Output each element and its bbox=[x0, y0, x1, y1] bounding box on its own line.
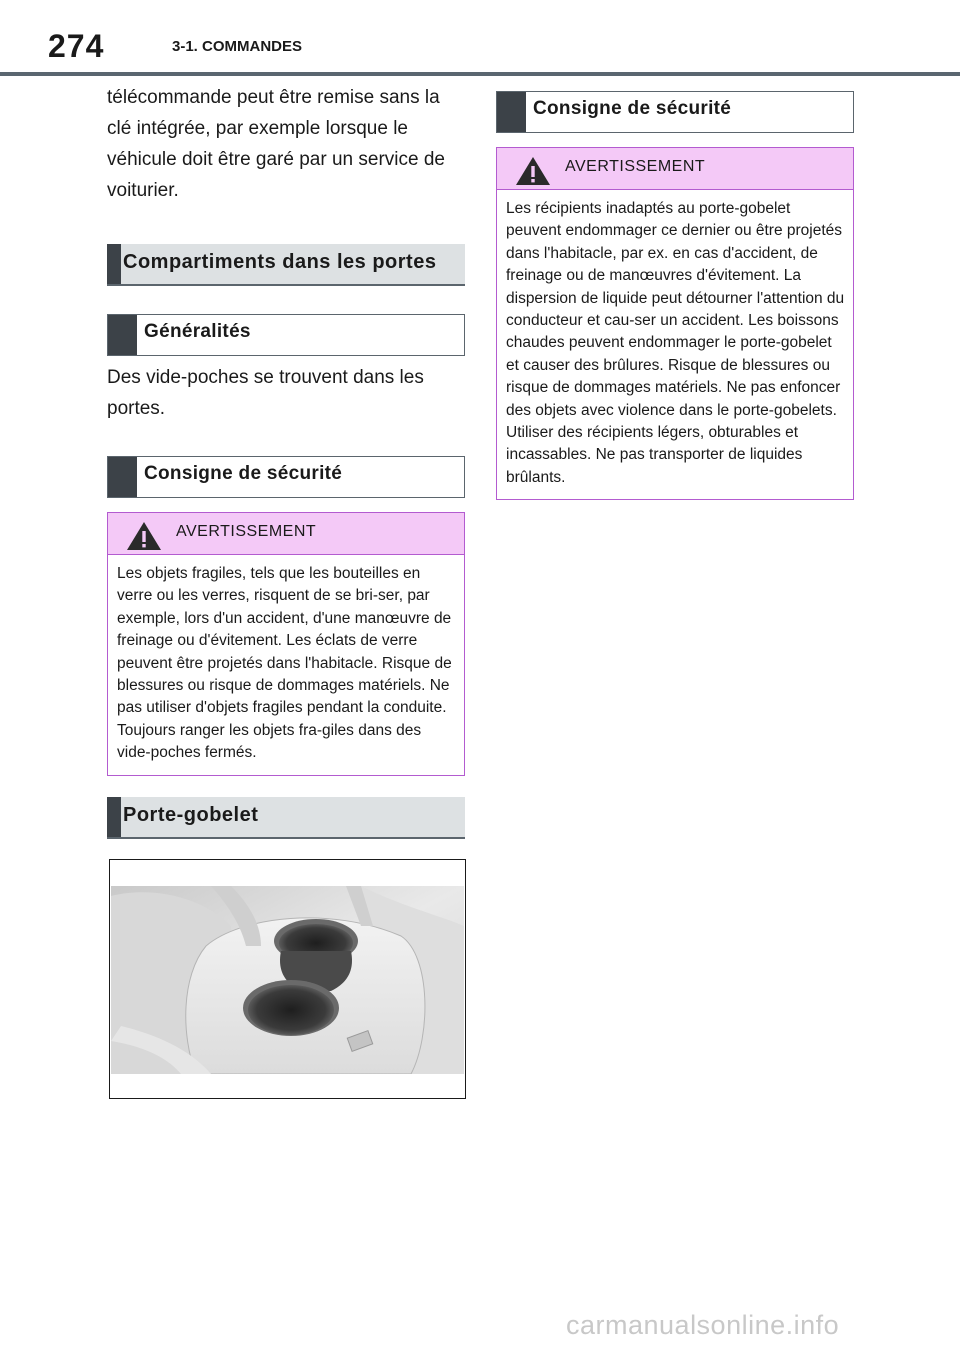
heading-bar bbox=[108, 457, 137, 497]
warning-text: Les objets fragiles, tels que les bouteilles en verre ou les verres, risquent de se bri-ser, par exemple, lors d'un accident, d'une manœuvre de freinage ou d'évitement. Les éclats de verre peuvent être projetés dans l'habitacle. Risque de blessures ou risque de dommages matériels. Ne pas utiliser d'objets fragiles pendant la conduite. Toujours ranger les objets fra-giles dans des vide-poches fermés. bbox=[117, 565, 452, 762]
warning-title: AVERTISSEMENT bbox=[565, 158, 706, 175]
heading-bar bbox=[497, 92, 526, 132]
header-rule bbox=[0, 72, 960, 76]
warning-title: AVERTISSEMENT bbox=[176, 523, 317, 540]
warning-triangle-icon bbox=[126, 521, 162, 551]
heading-bar bbox=[107, 797, 121, 837]
heading-generalites-label: Généralités bbox=[144, 321, 251, 342]
generalites-paragraph: Des vide-poches se trouvent dans les portes. bbox=[107, 367, 424, 419]
heading-consigne-right bbox=[496, 91, 854, 133]
heading-consigne-right-label: Consigne de sécurité bbox=[533, 98, 732, 119]
section-title: 3-1. COMMANDES bbox=[172, 38, 303, 55]
warning-header bbox=[108, 513, 464, 555]
heading-consigne-left bbox=[107, 456, 465, 498]
heading-compartments-label: Compartiments dans les portes bbox=[123, 251, 437, 273]
heading-compartments bbox=[107, 244, 465, 286]
page-header bbox=[0, 0, 960, 76]
left-column bbox=[107, 82, 465, 1099]
watermark: carmanualsonline.info bbox=[566, 1310, 840, 1340]
warning-text: Les récipients inadaptés au porte-gobelet peuvent endommager ce dernier ou être projetés dans l'habitacle, par ex. en cas d'accident, de freinage ou de manœuvres d'évitement. La dispersion de liquide peut détourner l'attention du conducteur et cau-ser un accident. Les boissons chaudes peuvent endommager le porte-gobelet et causer des brûlures. Risque de blessures ou risque de dommages matériels. Ne pas enfoncer des objets avec violence dans le porte-gobelets. Utiliser des récipients légers, obturables et incassables. Ne pas transporter de liquides brûlants. bbox=[506, 200, 845, 486]
heading-bar bbox=[107, 244, 121, 284]
page-number: 274 bbox=[48, 28, 105, 64]
warning-box-right bbox=[496, 147, 854, 500]
heading-consigne-left-label: Consigne de sécurité bbox=[144, 463, 343, 484]
right-column bbox=[496, 91, 854, 500]
warning-triangle-icon bbox=[515, 156, 551, 186]
warning-header bbox=[497, 148, 853, 190]
heading-generalites bbox=[107, 314, 465, 356]
heading-bar bbox=[108, 315, 137, 355]
cup-holder-image bbox=[111, 886, 464, 1074]
heading-porte-gobelet-label: Porte-gobelet bbox=[123, 803, 259, 826]
heading-porte-gobelet bbox=[107, 797, 465, 839]
intro-paragraph: télécommande peut être remise sans la clé intégrée, par exemple lorsque le véhicule doit être garé par un service de voiturier. bbox=[107, 87, 445, 201]
warning-box-left bbox=[107, 512, 465, 776]
cup-holder-illustration bbox=[109, 859, 466, 1099]
